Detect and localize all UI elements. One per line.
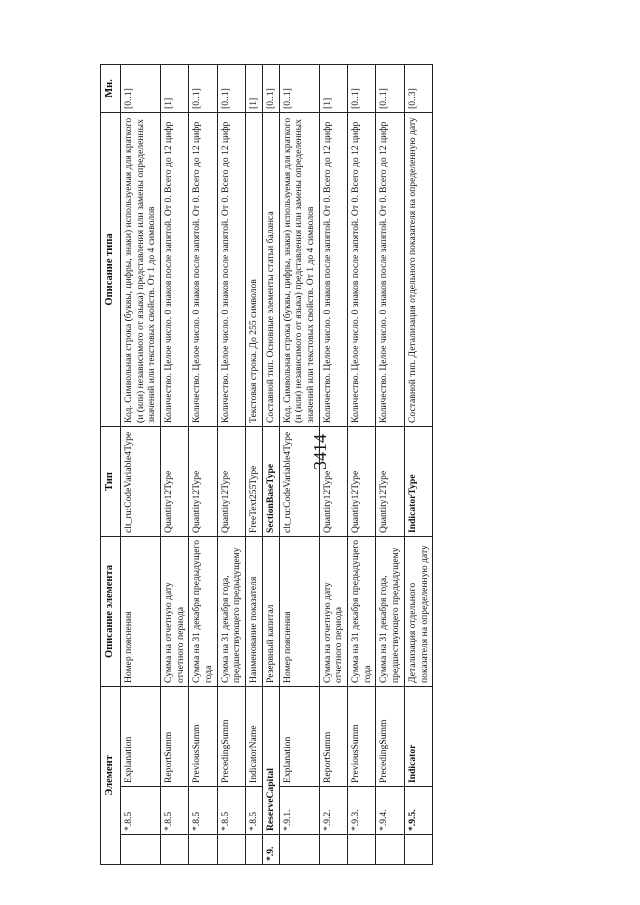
- row-number: *.8.5: [160, 787, 188, 835]
- indent-cell: [376, 835, 404, 865]
- row-type-description: Текстовая строка. До 255 символов: [246, 112, 263, 426]
- indent-cell: [217, 835, 245, 865]
- row-type-description: Количество. Целое число. 0 знаков после запятой. От 0. Всего до 12 цифр: [348, 112, 376, 426]
- row-multiplicity: [0..1]: [348, 64, 376, 112]
- row-number: *.8.5: [189, 787, 217, 835]
- indent-cell: [404, 835, 432, 865]
- table-body: [120, 64, 432, 864]
- row-element-description: Сумма на 31 декабря года, предшествующего предыдущему: [376, 536, 404, 686]
- row-type: Quantity12Type: [160, 426, 188, 536]
- row-multiplicity: [0..1]: [189, 64, 217, 112]
- row-element-description: Резервный капитал: [262, 536, 279, 686]
- row-element-description: Наименование показателя: [246, 536, 263, 686]
- row-element-name: Indicator: [404, 686, 432, 786]
- indent-cell: [160, 835, 188, 865]
- indent-cell: [319, 835, 347, 865]
- table-row: [189, 64, 217, 864]
- row-element-description: Сумма на 31 декабря года, предшествующего предыдущему: [217, 536, 245, 686]
- row-number: *.9.4.: [376, 787, 404, 835]
- row-multiplicity: [0..1]: [279, 64, 319, 112]
- row-number: *.9.: [262, 835, 279, 865]
- row-element-description: Сумма на отчетную дату отчетного периода: [160, 536, 188, 686]
- header-multiplicity: Мн.: [101, 64, 121, 112]
- row-multiplicity: [0..1]: [376, 64, 404, 112]
- row-multiplicity: [0..1]: [217, 64, 245, 112]
- row-multiplicity: [0..3]: [404, 64, 432, 112]
- row-element-description: Детализация отдельного показателя на определенную дату: [404, 536, 432, 686]
- row-number: *.9.3.: [348, 787, 376, 835]
- row-element-description: Номер пояснения: [120, 536, 160, 686]
- table-row: [404, 64, 432, 864]
- row-element-name: ReserveCapital: [262, 686, 279, 834]
- row-multiplicity: [1]: [246, 64, 263, 112]
- header-type-description: Описание типа: [101, 112, 121, 426]
- table-row: [376, 64, 404, 864]
- row-type-description: Количество. Целое число. 0 знаков после запятой. От 0. Всего до 12 цифр: [319, 112, 347, 426]
- row-type-description: Составной тип. Основные элементы статьи баланса: [262, 112, 279, 426]
- row-type: IndicatorType: [404, 426, 432, 536]
- row-element-description: Сумма на 31 декабря предыдущего года: [348, 536, 376, 686]
- row-type: Quantity12Type: [348, 426, 376, 536]
- row-type-description: Количество. Целое число. 0 знаков после запятой. От 0. Всего до 12 цифр: [376, 112, 404, 426]
- row-type: clt_ru:CodeVariable4Type: [279, 426, 319, 536]
- row-element-name: PrecedingSumm: [217, 686, 245, 786]
- header-type: Тип: [101, 426, 121, 536]
- row-type: Quantity12Type: [217, 426, 245, 536]
- row-number: *.9.2.: [319, 787, 347, 835]
- table-row: [246, 64, 263, 864]
- row-number: *.8.5: [120, 787, 160, 835]
- row-type-description: Составной тип. Детализация отдельного показателя на определенную дату: [404, 112, 432, 426]
- indent-cell: [120, 835, 160, 865]
- page-number: 3414: [310, 434, 330, 470]
- table-row: [262, 64, 279, 864]
- row-type: Quantity12Type: [319, 426, 347, 536]
- indent-cell: [189, 835, 217, 865]
- row-number: *.8.5: [217, 787, 245, 835]
- row-element-name: Explanation: [120, 686, 160, 786]
- indent-cell: [279, 835, 319, 865]
- element-table: [100, 64, 433, 865]
- row-type-description: Количество. Целое число. 0 знаков после запятой. От 0. Всего до 12 цифр: [189, 112, 217, 426]
- row-type-description: Количество. Целое число. 0 знаков после запятой. От 0. Всего до 12 цифр: [160, 112, 188, 426]
- row-element-name: IndicatorName: [246, 686, 263, 786]
- row-element-name: ReportSumm: [319, 686, 347, 786]
- row-element-name: PreviousSumm: [189, 686, 217, 786]
- row-element-description: Сумма на 31 декабря предыдущего года: [189, 536, 217, 686]
- row-element-name: Explanation: [279, 686, 319, 786]
- row-type: clt_ru:CodeVariable4Type: [120, 426, 160, 536]
- row-multiplicity: [0..1]: [262, 64, 279, 112]
- row-type: SectionBaseType: [262, 426, 279, 536]
- row-element-name: ReportSumm: [160, 686, 188, 786]
- header-element-description: Описание элемента: [101, 536, 121, 686]
- row-element-description: Номер пояснения: [279, 536, 319, 686]
- indent-cell: [246, 835, 263, 865]
- indent-cell: [348, 835, 376, 865]
- row-type: Quantity12Type: [376, 426, 404, 536]
- table-row: [348, 64, 376, 864]
- header-element: Элемент: [101, 686, 121, 864]
- rotated-table-container: [100, 65, 520, 865]
- row-type: FreeText255Type: [246, 426, 263, 536]
- table-row: [160, 64, 188, 864]
- table-row: [120, 64, 160, 864]
- row-type-description: Количество. Целое число. 0 знаков после запятой. От 0. Всего до 12 цифр: [217, 112, 245, 426]
- row-type: Quantity12Type: [189, 426, 217, 536]
- table-row: [279, 64, 319, 864]
- table-row: [217, 64, 245, 864]
- row-type-description: Код. Символьная строка (буквы, цифры, знаки) используемая для краткого (и (или) независимого от языка) представления или замены определенных значений или текстовых свойств. От 1 до 4 символов: [279, 112, 319, 426]
- table-header-row: [101, 64, 121, 864]
- row-element-description: Сумма на отчетную дату отчетного периода: [319, 536, 347, 686]
- row-element-name: PreviousSumm: [348, 686, 376, 786]
- row-number: *.9.1.: [279, 787, 319, 835]
- table-row: [319, 64, 347, 864]
- row-type-description: Код. Символьная строка (буквы, цифры, знаки) используемая для краткого (и (или) независимого от языка) представления или замены определенных значений или текстовых свойств. От 1 до 4 символов: [120, 112, 160, 426]
- row-element-name: PrecedingSumm: [376, 686, 404, 786]
- row-multiplicity: [0..1]: [120, 64, 160, 112]
- row-number: *.9.5.: [404, 787, 432, 835]
- row-number: *.8.5: [246, 787, 263, 835]
- row-multiplicity: [1]: [160, 64, 188, 112]
- row-multiplicity: [1]: [319, 64, 347, 112]
